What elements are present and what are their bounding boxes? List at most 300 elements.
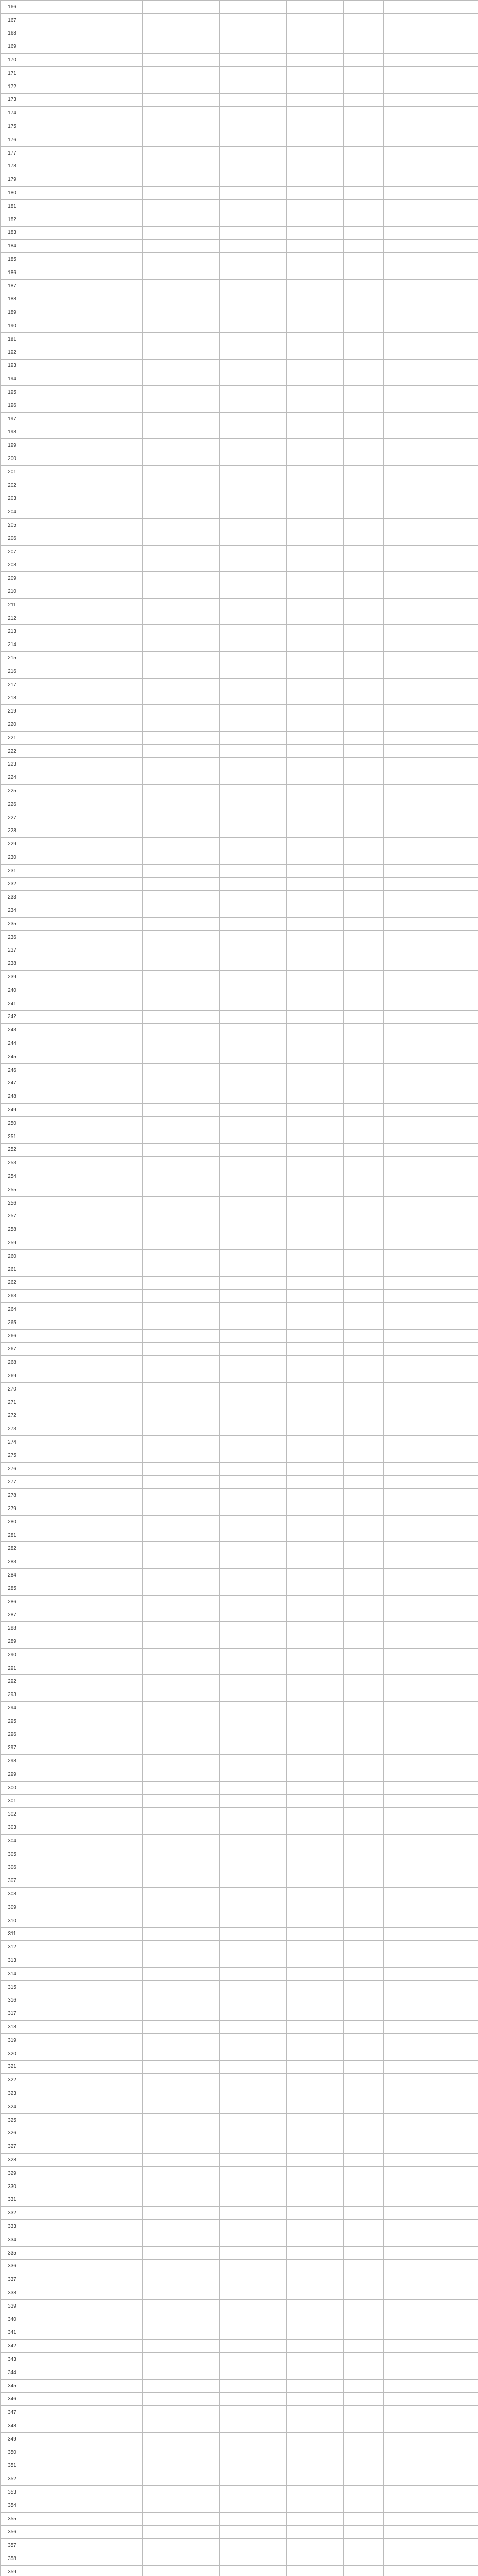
cell-unit <box>344 412 384 426</box>
cell-category <box>384 1941 428 1954</box>
cell-item-name <box>24 2060 143 2074</box>
cell-category <box>384 1249 428 1263</box>
cell-row-number: 199 <box>1 439 24 452</box>
cell-price <box>428 399 478 412</box>
cell-row-number: 215 <box>1 652 24 665</box>
table-row <box>1 2180 478 2193</box>
cell-row-number: 171 <box>1 66 24 80</box>
table-row <box>1 944 478 957</box>
cell-category <box>384 2180 428 2193</box>
table-row <box>1 638 478 652</box>
cell-quantity-unit <box>287 1263 344 1276</box>
cell-row-number: 231 <box>1 864 24 877</box>
cell-specification <box>143 997 220 1010</box>
cell-price <box>428 1569 478 1582</box>
cell-category <box>384 505 428 519</box>
cell-quantity-unit <box>287 2154 344 2167</box>
cell-row-number: 293 <box>1 1688 24 1702</box>
cell-row-number: 294 <box>1 1702 24 1715</box>
cell-specification <box>143 1077 220 1090</box>
table-row <box>1 1382 478 1396</box>
cell-price <box>428 240 478 253</box>
table-row <box>1 1037 478 1050</box>
cell-category <box>384 545 428 558</box>
cell-category <box>384 1555 428 1569</box>
cell-unit <box>344 1794 384 1808</box>
cell-category <box>384 1063 428 1077</box>
table-row <box>1 2233 478 2246</box>
cell-category <box>384 399 428 412</box>
cell-package <box>220 332 287 346</box>
cell-price <box>428 465 478 479</box>
cell-row-number: 251 <box>1 1130 24 1143</box>
cell-quantity-unit <box>287 226 344 240</box>
cell-specification <box>143 2113 220 2127</box>
table-row <box>1 2565 478 2576</box>
cell-row-number: 348 <box>1 2419 24 2433</box>
cell-quantity-unit <box>287 785 344 798</box>
cell-unit <box>344 160 384 173</box>
cell-specification <box>143 1529 220 1542</box>
cell-unit <box>344 957 384 971</box>
cell-item-name <box>24 505 143 519</box>
cell-package <box>220 226 287 240</box>
cell-quantity-unit <box>287 838 344 851</box>
cell-row-number: 346 <box>1 2393 24 2406</box>
cell-price <box>428 558 478 572</box>
cell-quantity-unit <box>287 1648 344 1662</box>
cell-item-name <box>24 997 143 1010</box>
cell-quantity-unit <box>287 744 344 758</box>
cell-quantity-unit <box>287 1436 344 1449</box>
cell-category <box>384 585 428 599</box>
cell-package <box>220 2379 287 2393</box>
cell-item-name <box>24 2021 143 2034</box>
cell-item-name <box>24 1449 143 1462</box>
cell-specification <box>143 1595 220 1608</box>
cell-row-number: 176 <box>1 133 24 146</box>
cell-quantity-unit <box>287 359 344 372</box>
cell-price <box>428 652 478 665</box>
cell-specification <box>143 1794 220 1808</box>
cell-specification <box>143 1502 220 1516</box>
cell-row-number: 262 <box>1 1276 24 1290</box>
cell-quantity-unit <box>287 54 344 67</box>
cell-price <box>428 492 478 505</box>
table-row <box>1 930 478 944</box>
cell-row-number: 192 <box>1 346 24 359</box>
cell-unit <box>344 332 384 346</box>
cell-specification <box>143 811 220 824</box>
cell-unit <box>344 1728 384 1741</box>
cell-category <box>384 612 428 625</box>
cell-price <box>428 838 478 851</box>
cell-category <box>384 1050 428 1063</box>
cell-row-number: 230 <box>1 851 24 865</box>
cell-item-name <box>24 2432 143 2446</box>
cell-specification <box>143 240 220 253</box>
cell-item-name <box>24 2326 143 2340</box>
cell-specification <box>143 1927 220 1941</box>
cell-specification <box>143 54 220 67</box>
cell-unit <box>344 758 384 771</box>
cell-item-name <box>24 1542 143 1555</box>
cell-row-number: 299 <box>1 1768 24 1781</box>
cell-row-number: 216 <box>1 665 24 678</box>
cell-unit <box>344 1369 384 1383</box>
cell-category <box>384 2033 428 2047</box>
cell-quantity-unit <box>287 187 344 200</box>
cell-quantity-unit <box>287 2486 344 2499</box>
cell-row-number: 222 <box>1 744 24 758</box>
cell-package <box>220 691 287 705</box>
table-row <box>1 187 478 200</box>
cell-package <box>220 1170 287 1183</box>
cell-package <box>220 705 287 718</box>
table-row <box>1 2193 478 2207</box>
cell-unit <box>344 1290 384 1303</box>
cell-row-number: 195 <box>1 386 24 399</box>
cell-unit <box>344 2207 384 2220</box>
cell-quantity-unit <box>287 107 344 120</box>
table-row <box>1 2060 478 2074</box>
cell-item-name <box>24 213 143 226</box>
cell-item-name <box>24 1980 143 1994</box>
cell-package <box>220 2087 287 2100</box>
cell-specification <box>143 2273 220 2286</box>
cell-unit <box>344 1356 384 1369</box>
cell-price <box>428 319 478 333</box>
cell-category <box>384 824 428 838</box>
cell-item-name <box>24 386 143 399</box>
cell-unit <box>344 1116 384 1130</box>
cell-row-number: 345 <box>1 2379 24 2393</box>
cell-quantity-unit <box>287 1848 344 1861</box>
cell-price <box>428 1462 478 1476</box>
cell-row-number: 261 <box>1 1263 24 1276</box>
cell-row-number: 278 <box>1 1489 24 1502</box>
cell-item-name <box>24 1582 143 1595</box>
cell-item-name <box>24 1967 143 1980</box>
cell-unit <box>344 2007 384 2021</box>
cell-row-number: 323 <box>1 2087 24 2100</box>
cell-row-number: 265 <box>1 1316 24 1329</box>
cell-item-name <box>24 2074 143 2087</box>
cell-package <box>220 1927 287 1941</box>
cell-row-number: 244 <box>1 1037 24 1050</box>
cell-category <box>384 1130 428 1143</box>
cell-item-name <box>24 930 143 944</box>
cell-unit <box>344 1927 384 1941</box>
cell-specification <box>143 2432 220 2446</box>
cell-package <box>220 2299 287 2313</box>
cell-item-name <box>24 944 143 957</box>
cell-package <box>220 2060 287 2074</box>
cell-unit <box>344 519 384 532</box>
cell-package <box>220 1688 287 1702</box>
cell-category <box>384 1157 428 1170</box>
cell-item-name <box>24 2526 143 2539</box>
cell-item-name <box>24 1648 143 1662</box>
cell-row-number: 260 <box>1 1249 24 1263</box>
cell-quantity-unit <box>287 1808 344 1821</box>
cell-quantity-unit <box>287 2326 344 2340</box>
table-row <box>1 731 478 744</box>
cell-unit <box>344 2021 384 2034</box>
cell-package <box>220 306 287 319</box>
cell-specification <box>143 864 220 877</box>
cell-price <box>428 1821 478 1835</box>
table-row <box>1 293 478 306</box>
cell-category <box>384 532 428 545</box>
cell-item-name <box>24 293 143 306</box>
cell-price <box>428 439 478 452</box>
cell-price <box>428 80 478 93</box>
cell-unit <box>344 27 384 40</box>
cell-category <box>384 332 428 346</box>
cell-price <box>428 758 478 771</box>
cell-unit <box>344 877 384 891</box>
table-row <box>1 598 478 612</box>
cell-item-name <box>24 572 143 585</box>
cell-specification <box>143 598 220 612</box>
cell-item-name <box>24 1874 143 1888</box>
cell-price <box>428 1104 478 1117</box>
cell-item-name <box>24 2366 143 2379</box>
cell-row-number: 248 <box>1 1090 24 1104</box>
cell-unit <box>344 917 384 930</box>
cell-price <box>428 1077 478 1090</box>
cell-category <box>384 386 428 399</box>
cell-unit <box>344 2526 384 2539</box>
cell-package <box>220 13 287 27</box>
cell-item-name <box>24 705 143 718</box>
cell-package <box>220 1343 287 1356</box>
cell-row-number: 217 <box>1 678 24 691</box>
table-row <box>1 1954 478 1968</box>
cell-package <box>220 1874 287 1888</box>
cell-quantity-unit <box>287 558 344 572</box>
cell-item-name <box>24 971 143 984</box>
cell-package <box>220 2233 287 2246</box>
cell-specification <box>143 27 220 40</box>
cell-quantity-unit <box>287 2180 344 2193</box>
table-row <box>1 851 478 865</box>
cell-category <box>384 2286 428 2300</box>
cell-row-number: 334 <box>1 2233 24 2246</box>
cell-row-number: 166 <box>1 1 24 14</box>
cell-category <box>384 2552 428 2566</box>
cell-price <box>428 1515 478 1529</box>
cell-price <box>428 1994 478 2007</box>
cell-row-number: 256 <box>1 1196 24 1210</box>
cell-specification <box>143 2472 220 2486</box>
cell-specification <box>143 2286 220 2300</box>
cell-unit <box>344 226 384 240</box>
cell-quantity-unit <box>287 279 344 293</box>
cell-package <box>220 1848 287 1861</box>
cell-quantity-unit <box>287 2459 344 2472</box>
cell-specification <box>143 1662 220 1675</box>
cell-item-name <box>24 1794 143 1808</box>
cell-specification <box>143 399 220 412</box>
cell-quantity-unit <box>287 1555 344 1569</box>
cell-quantity-unit <box>287 824 344 838</box>
cell-specification <box>143 2180 220 2193</box>
cell-specification <box>143 1104 220 1117</box>
cell-quantity-unit <box>287 1622 344 1635</box>
cell-category <box>384 2273 428 2286</box>
cell-quantity-unit <box>287 1104 344 1117</box>
cell-row-number: 210 <box>1 585 24 599</box>
cell-row-number: 198 <box>1 426 24 439</box>
cell-unit <box>344 1104 384 1117</box>
cell-specification <box>143 2353 220 2366</box>
cell-row-number: 321 <box>1 2060 24 2074</box>
table-row <box>1 997 478 1010</box>
cell-price <box>428 1303 478 1316</box>
cell-unit <box>344 2446 384 2459</box>
cell-item-name <box>24 1210 143 1223</box>
cell-package <box>220 1249 287 1263</box>
cell-item-name <box>24 2154 143 2167</box>
cell-package <box>220 372 287 386</box>
cell-row-number: 249 <box>1 1104 24 1117</box>
cell-item-name <box>24 199 143 213</box>
cell-item-name <box>24 2033 143 2047</box>
cell-category <box>384 558 428 572</box>
cell-row-number: 175 <box>1 120 24 133</box>
cell-row-number: 316 <box>1 1994 24 2007</box>
cell-item-name <box>24 1303 143 1316</box>
cell-price <box>428 1143 478 1157</box>
cell-row-number: 322 <box>1 2074 24 2087</box>
cell-category <box>384 492 428 505</box>
cell-package <box>220 80 287 93</box>
cell-price <box>428 2472 478 2486</box>
cell-row-number: 237 <box>1 944 24 957</box>
table-row <box>1 1914 478 1927</box>
cell-unit <box>344 1741 384 1755</box>
table-row <box>1 1834 478 1848</box>
cell-row-number: 211 <box>1 598 24 612</box>
cell-item-name <box>24 40 143 54</box>
cell-unit <box>344 1608 384 1622</box>
cell-item-name <box>24 1396 143 1409</box>
table-row <box>1 1608 478 1622</box>
cell-package <box>220 891 287 904</box>
cell-price <box>428 1157 478 1170</box>
cell-row-number: 169 <box>1 40 24 54</box>
cell-specification <box>143 492 220 505</box>
cell-row-number: 259 <box>1 1236 24 1250</box>
cell-package <box>220 1236 287 1250</box>
cell-category <box>384 2406 428 2419</box>
cell-price <box>428 253 478 266</box>
cell-price <box>428 1622 478 1635</box>
cell-category <box>384 1236 428 1250</box>
cell-unit <box>344 1130 384 1143</box>
table-row <box>1 1715 478 1728</box>
cell-category <box>384 173 428 187</box>
cell-price <box>428 2512 478 2526</box>
cell-price <box>428 1116 478 1130</box>
cell-item-name <box>24 1781 143 1794</box>
cell-quantity-unit <box>287 2140 344 2154</box>
cell-price <box>428 2060 478 2074</box>
cell-category <box>384 984 428 997</box>
cell-row-number: 279 <box>1 1502 24 1516</box>
table-row <box>1 1675 478 1688</box>
cell-category <box>384 2154 428 2167</box>
cell-item-name <box>24 2140 143 2154</box>
cell-row-number: 200 <box>1 452 24 466</box>
cell-package <box>220 1316 287 1329</box>
table-row <box>1 1901 478 1914</box>
cell-category <box>384 838 428 851</box>
cell-unit <box>344 1010 384 1024</box>
cell-specification <box>143 2246 220 2260</box>
cell-unit <box>344 1542 384 1555</box>
table-row <box>1 864 478 877</box>
cell-price <box>428 1582 478 1595</box>
cell-quantity-unit <box>287 1954 344 1968</box>
table-row <box>1 2379 478 2393</box>
cell-item-name <box>24 598 143 612</box>
cell-item-name <box>24 13 143 27</box>
table-row <box>1 1555 478 1569</box>
cell-item-name <box>24 2565 143 2576</box>
cell-quantity-unit <box>287 426 344 439</box>
cell-specification <box>143 652 220 665</box>
cell-row-number: 240 <box>1 984 24 997</box>
cell-item-name <box>24 66 143 80</box>
cell-quantity-unit <box>287 1675 344 1688</box>
cell-package <box>220 173 287 187</box>
cell-price <box>428 27 478 40</box>
cell-package <box>220 1436 287 1449</box>
table-row <box>1 2526 478 2539</box>
cell-specification <box>143 2207 220 2220</box>
cell-quantity-unit <box>287 1741 344 1755</box>
cell-price <box>428 93 478 107</box>
cell-package <box>220 1569 287 1582</box>
cell-row-number: 332 <box>1 2207 24 2220</box>
table-row <box>1 1409 478 1422</box>
cell-unit <box>344 1236 384 1250</box>
cell-quantity-unit <box>287 1090 344 1104</box>
table-row <box>1 1529 478 1542</box>
cell-unit <box>344 1994 384 2007</box>
cell-quantity-unit <box>287 1290 344 1303</box>
cell-quantity-unit <box>287 1595 344 1608</box>
cell-specification <box>143 146 220 160</box>
cell-category <box>384 1688 428 1702</box>
cell-unit <box>344 253 384 266</box>
cell-unit <box>344 824 384 838</box>
cell-price <box>428 1276 478 1290</box>
table-row <box>1 1343 478 1356</box>
cell-item-name <box>24 691 143 705</box>
cell-category <box>384 1675 428 1688</box>
cell-unit <box>344 598 384 612</box>
cell-unit <box>344 1382 384 1396</box>
cell-item-name <box>24 1834 143 1848</box>
cell-unit <box>344 771 384 785</box>
cell-package <box>220 1794 287 1808</box>
cell-package <box>220 665 287 678</box>
cell-category <box>384 2021 428 2034</box>
